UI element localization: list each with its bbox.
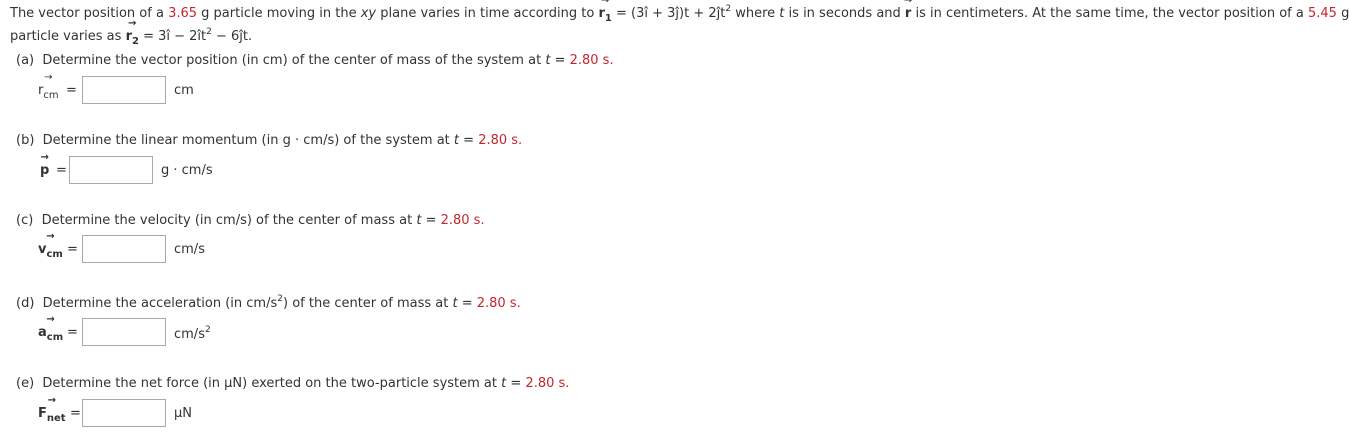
- intro-text: is in centimeters. At the same time, the vector position of a: [915, 6, 1304, 21]
- time-value: 2.80 s.: [476, 296, 521, 311]
- answer-row-c: [38, 235, 298, 265]
- equals-sign: =: [66, 83, 77, 98]
- question-letter: (b): [16, 133, 35, 148]
- t-variable: t: [545, 53, 551, 68]
- intro-text: particle varies as: [10, 29, 122, 44]
- answer-input-c[interactable]: [82, 235, 166, 263]
- question-text: Determine the velocity (in cm/s) of the center of mass at: [41, 213, 413, 228]
- question-text: Determine the linear momentum (in g · cm/s) of the system at: [42, 133, 450, 148]
- intro-text: g particle moving in the: [201, 6, 357, 21]
- answer-row-a: [38, 76, 298, 106]
- r2-expression: = 3î − 2ît: [143, 29, 207, 44]
- t-variable: t: [453, 133, 460, 148]
- question-letter: (a): [16, 53, 35, 68]
- intro-text: g: [1341, 6, 1349, 21]
- intro-text: plane varies in time according to: [380, 6, 595, 21]
- problem-line-2: particle varies as → $r_2$ = 3î − $2ît^2$ − 6ĵt.: [10, 27, 252, 47]
- intro-text: is in seconds and: [788, 6, 901, 21]
- t-variable: t: [501, 376, 507, 391]
- unit-label: $cm/s^2$: [174, 325, 211, 342]
- answer-input-b[interactable]: [69, 156, 153, 184]
- symbol-v-cm: → $v_{cm}$: [38, 242, 63, 260]
- r1-vector: → $r_1$: [598, 6, 611, 24]
- question-letter: (c): [16, 213, 34, 228]
- answer-input-a[interactable]: [82, 76, 166, 104]
- xy-variable: xy: [360, 6, 377, 21]
- mass-2-value: 5.45: [1307, 6, 1337, 21]
- intro-text: where: [735, 6, 776, 21]
- equals-sign: =: [67, 325, 78, 340]
- unit-label: µN: [174, 406, 192, 421]
- time-value: 2.80 s.: [478, 133, 523, 148]
- time-value: 2.80 s.: [569, 53, 614, 68]
- time-value: 2.80 s.: [525, 376, 570, 391]
- answer-row-d: [38, 318, 298, 348]
- symbol-a-cm: → $a_{cm}$: [38, 325, 63, 343]
- problem-line-1: The vector position of a 3.65 g particle moving in the xy plane varies in time according to → $r_1$ = (3î + 3ĵ)t + $2ĵt^2$ where t is in seconds and → r is in centimeters. At the same time, the vector position of a 5.45 g: [10, 4, 1349, 24]
- question-text: Determine the net force (in µN) exerted on the two-particle system at: [42, 376, 497, 391]
- t-variable: t: [452, 296, 458, 311]
- answer-row-e: [38, 399, 298, 429]
- t-variable: t: [416, 213, 422, 228]
- equals-sign: =: [67, 242, 78, 257]
- answer-input-e[interactable]: [82, 399, 166, 427]
- question-text: Determine the acceleration (in cm/s: [42, 296, 278, 311]
- time-value: 2.80 s.: [440, 213, 485, 228]
- r1-expression: = (3î + 3ĵ)t + 2ĵt: [616, 6, 726, 21]
- question-e: (e) Determine the net force (in µN) exerted on the two-particle system at t = 2.80 s.: [16, 376, 570, 391]
- unit-label: cm: [174, 83, 194, 98]
- question-letter: (d): [16, 296, 35, 311]
- unit-label: cm/s: [174, 242, 205, 257]
- equals-sign: =: [70, 406, 81, 421]
- question-text: Determine the vector position (in cm) of the center of mass of the system at: [42, 53, 542, 68]
- intro-text: The vector position of a: [10, 6, 164, 21]
- question-b: (b) Determine the linear momentum (in g · cm/s) of the system at t = 2.80 s.: [16, 133, 523, 148]
- symbol-p: → p: [40, 163, 49, 178]
- mass-1-value: 3.65: [168, 6, 198, 21]
- question-letter: (e): [16, 376, 35, 391]
- symbol-r-cm: → $r_{cm}$: [38, 83, 59, 101]
- r-vector: → r: [905, 6, 911, 21]
- r2-tail: − 6ĵt.: [216, 29, 253, 44]
- question-text: ) of the center of mass at: [282, 296, 449, 311]
- symbol-f-net: → $F_{net}$: [38, 406, 66, 424]
- superscript: 2: [277, 294, 283, 304]
- question-d: (d) Determine the acceleration (in $cm/s^2$) of the center of mass at t = 2.80 s.: [16, 294, 521, 311]
- r2-vector: → $r_2$: [126, 29, 139, 47]
- unit-label: g · cm/s: [161, 163, 213, 178]
- equals-sign: =: [56, 163, 67, 178]
- answer-row-b: [40, 156, 300, 186]
- t-variable: t: [779, 6, 785, 21]
- question-c: (c) Determine the velocity (in cm/s) of the center of mass at t = 2.80 s.: [16, 213, 485, 228]
- question-a: (a) Determine the vector position (in cm) of the center of mass of the system at t = 2.80 s.: [16, 53, 614, 68]
- answer-input-d[interactable]: [82, 318, 166, 346]
